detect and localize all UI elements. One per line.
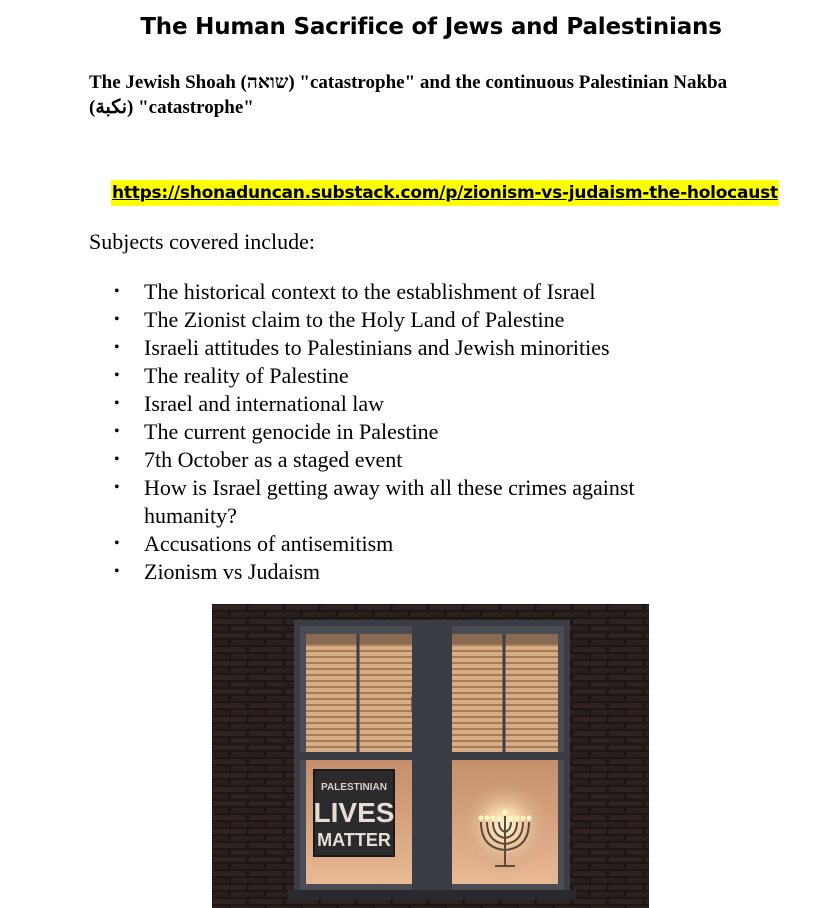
sign-line-2: LIVES	[313, 797, 395, 828]
topic-item	[110, 390, 730, 418]
topic-text: The Zionist claim to the Holy Land of Palestine	[144, 307, 565, 332]
bullet: •	[114, 535, 120, 552]
topic-item	[110, 334, 730, 362]
bullet: •	[114, 283, 120, 300]
topic-text: The historical context to the establishment of Israel	[144, 279, 596, 304]
topic-text: Israeli attitudes to Palestinians and Jewish minorities	[144, 335, 610, 360]
bullet: •	[114, 479, 120, 496]
bullet: •	[114, 563, 120, 580]
sign-line-1: PALESTINIAN	[321, 782, 387, 793]
sign-line-3: MATTER	[317, 830, 391, 850]
bullet: •	[114, 339, 120, 356]
topic-item	[110, 446, 730, 474]
topic-text: How is Israel getting away with all these crimes against humanity?	[144, 475, 635, 528]
bullet: •	[114, 367, 120, 384]
topic-text: Israel and international law	[144, 391, 385, 416]
topic-item	[110, 278, 730, 306]
bullet: •	[114, 311, 120, 328]
topic-text: 7th October as a staged event	[144, 447, 403, 472]
topics-list	[110, 278, 730, 586]
bullet: •	[114, 423, 120, 440]
window-photo	[212, 604, 649, 908]
topic-text: The current genocide in Palestine	[144, 419, 439, 444]
document-title: The Human Sacrifice of Jews and Palestinians	[140, 14, 722, 40]
topic-item	[110, 530, 730, 558]
topic-item	[110, 306, 730, 334]
substack-link[interactable]: https://shonaduncan.substack.com/p/zionism-vs-judaism-the-holocaust	[111, 180, 779, 206]
document-subtitle: The Jewish Shoah (שואה) "catastrophe" and the continuous Palestinian Nakba (نكبة) "catastrophe"	[89, 72, 728, 118]
topic-item	[110, 474, 730, 530]
bullet: •	[114, 395, 120, 412]
topic-item	[110, 362, 730, 390]
topic-text: Accusations of antisemitism	[144, 531, 394, 556]
topic-item	[110, 558, 730, 586]
topic-item	[110, 418, 730, 446]
topic-text: The reality of Palestine	[144, 363, 349, 388]
subjects-intro: Subjects covered include:	[89, 229, 316, 254]
bullet: •	[114, 451, 120, 468]
topic-text: Zionism vs Judaism	[144, 559, 321, 584]
window-sill	[288, 890, 576, 900]
